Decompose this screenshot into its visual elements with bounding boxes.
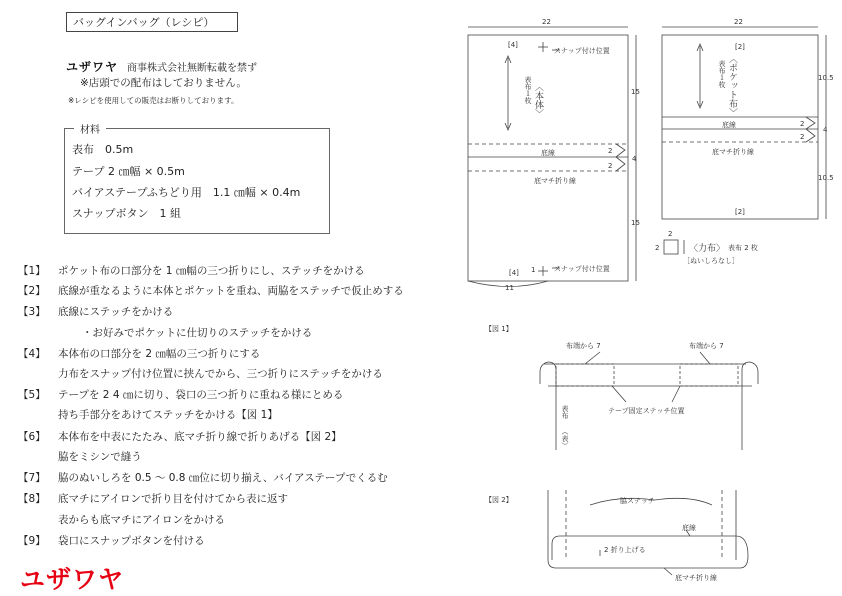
leader-line — [585, 352, 600, 364]
notch-mark — [616, 157, 625, 171]
step-text: 脇のぬいしろを 0.5 ～ 0.8 ㎝位に切り揃え、バイアステープでくるむ — [58, 472, 388, 484]
main-dim-upper: 15 — [631, 88, 640, 96]
pocket-piece-label: 〈ポケット布〉 — [727, 54, 737, 117]
copyright-text: 商事株式会社無断転載を禁ず — [127, 63, 257, 74]
step-number: 【6】 — [18, 431, 46, 443]
main-dim-2a: 2 — [608, 147, 613, 155]
tape-right — [680, 364, 738, 386]
pocket-tag-bottom: [2] — [735, 208, 745, 216]
pocket-dim-4: 4 — [823, 126, 828, 134]
step-text: 本体布の口部分を 2 ㎝幅の三つ折りにする — [58, 348, 261, 360]
main-dim-1: 1 — [531, 266, 536, 274]
step-number: 【3】 — [18, 306, 46, 318]
step-text: 底線が重なるように本体とポケットを重ね、両脇をステッチで仮止めする — [58, 285, 404, 297]
step-number: 【7】 — [18, 472, 46, 484]
pocket-tag-top: [2] — [735, 43, 745, 51]
step-text: 底マチにアイロンで折り目を付けてから表に返す — [58, 493, 289, 505]
step-text: 持ち手部分をあけてステッチをかける【図 1】 — [58, 409, 278, 421]
step-number: 【4】 — [18, 348, 46, 360]
figure1-caption: 【図 1】 — [485, 325, 513, 333]
brand-logo: ユザワヤ — [20, 565, 125, 594]
figure2-fold-up: 2 折り上げる — [604, 546, 646, 554]
figure1-side-a: 表布 — [561, 405, 569, 419]
bag-left-edge — [540, 362, 556, 450]
pocket-pattern-outline — [662, 35, 818, 219]
figure2-caption: 【図 2】 — [485, 496, 513, 504]
main-piece-label: 〈本体〉 — [533, 82, 543, 118]
step-text: ポケット布の口部分を 1 ㎝幅の三つ折りにし、ステッチをかける — [58, 265, 365, 277]
step-text: 力布をスナップ付け位置に挟んでから、三つ折りにステッチをかける — [58, 368, 383, 380]
step-number: 【1】 — [18, 265, 46, 277]
step-number: 【9】 — [18, 535, 46, 547]
pocket-fold-line-label: 底マチ折り線 — [712, 148, 754, 156]
main-dim-4: 4 — [632, 155, 637, 163]
pocket-bottom-line-label: 底線 — [722, 121, 736, 129]
body-pattern-outline — [468, 35, 628, 281]
notch-mark — [806, 129, 815, 142]
pocket-width-label: 22 — [734, 18, 743, 26]
chikara-note: ［ぬいしろなし］ — [683, 257, 739, 265]
chikara-square — [664, 240, 678, 254]
recipe-title: バッグインバッグ（レシピ） — [66, 12, 238, 32]
bag-hem-lines — [544, 364, 752, 386]
main-dim-lower: 15 — [631, 219, 640, 227]
material-item: 表布 0.5m — [72, 143, 134, 156]
figure1-left-label: 布端から 7 — [566, 342, 601, 350]
step-text: テープを 2 4 ㎝に切り、袋口の三つ折りに重ねる様にとめる — [58, 389, 344, 401]
notch-mark — [806, 117, 815, 129]
step-text: ・お好みでポケットに仕切りのステッチをかける — [82, 327, 313, 339]
brand-logo-small: ユザワヤ — [66, 60, 119, 74]
pocket-dim-2b: 2 — [800, 133, 805, 141]
materials-heading: 材料 — [74, 121, 106, 136]
figure1-right-label: 布端から 7 — [689, 342, 724, 350]
chikara-dim-top: 2 — [668, 230, 673, 238]
gusset-fold — [548, 536, 748, 568]
main-piece-sub: 表布１枚 — [524, 76, 532, 104]
material-item: テープ 2 ㎝幅 × 0.5m — [72, 165, 185, 178]
main-tag-bottom: [4] — [509, 269, 519, 277]
pocket-piece-sub: 表布１枚 — [718, 60, 726, 88]
figure2-fold-line: 底マチ折り線 — [675, 574, 717, 582]
step-number: 【8】 — [18, 493, 46, 505]
bag-right-edge — [742, 362, 758, 450]
step-number: 【5】 — [18, 389, 46, 401]
material-item: バイアステープふちどり用 1.1 ㎝幅 × 0.4m — [72, 186, 301, 199]
main-tag-top: [4] — [508, 41, 518, 49]
main-dim-2b: 2 — [608, 162, 613, 170]
figure1-tape-label: テープ固定ステッチ位置 — [608, 407, 685, 415]
material-item: スナップボタン 1 組 — [72, 207, 182, 220]
chikara-label: 〈力布〉 — [689, 244, 726, 254]
leader-line — [612, 386, 626, 402]
main-dim-bottom: 11 — [505, 284, 514, 292]
notch-mark — [616, 144, 625, 157]
leader-line — [672, 386, 680, 402]
pocket-dim-upper: 10.5 — [818, 74, 834, 82]
figure2-side-stitch: 脇ステッチ — [620, 497, 655, 505]
sale-note: ※レシピを使用しての販売はお断りしております。 — [68, 96, 239, 105]
step-text: 脇をミシンで縫う — [58, 451, 142, 463]
figure1-side-b: （表） — [561, 428, 569, 449]
main-snap-bottom-label: スナップ付け位置 — [554, 265, 610, 273]
leader-line — [664, 568, 672, 575]
main-width-label: 22 — [542, 18, 551, 26]
leader-line — [700, 352, 710, 364]
step-text: 袋口にスナップボタンを付ける — [58, 535, 205, 547]
step-text: 本体布を中表にたたみ、底マチ折り線で折りあげる【図 2】 — [58, 431, 342, 443]
step-text: 表からも底マチにアイロンをかける — [58, 514, 226, 526]
pocket-dim-2a: 2 — [800, 120, 805, 128]
main-snap-top-label: スナップ付け位置 — [554, 47, 610, 55]
figure2-bottom-line: 底線 — [682, 524, 696, 532]
tape-left — [556, 364, 614, 386]
store-note: ※店頭での配布はしておりません。 — [80, 77, 247, 89]
main-bottom-line-label: 底線 — [541, 149, 555, 157]
step-text: 底線にステッチをかける — [58, 306, 174, 318]
main-fold-line-label: 底マチ折り線 — [534, 177, 576, 185]
chikara-qty: 表布 2 枚 — [728, 244, 758, 252]
pocket-dim-lower: 10.5 — [818, 174, 834, 182]
chikara-dim-side: 2 — [655, 244, 660, 252]
step-number: 【2】 — [18, 285, 46, 297]
